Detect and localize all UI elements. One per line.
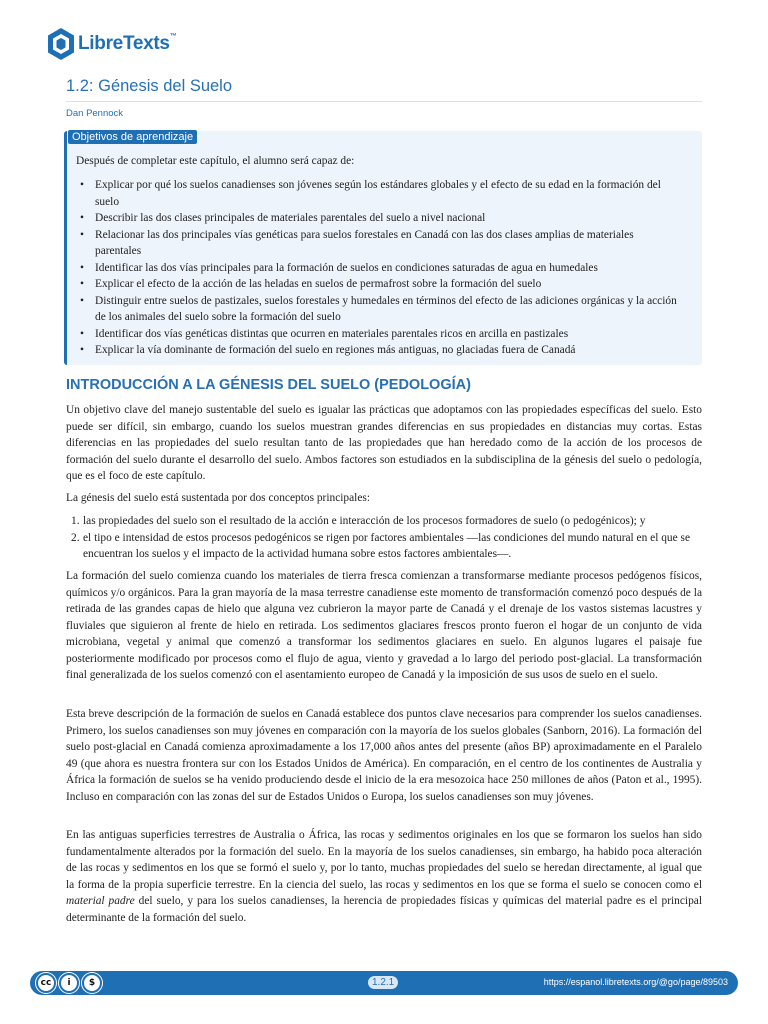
objectives-heading: Objetivos de aprendizaje bbox=[68, 130, 197, 144]
objectives-intro: Después de completar este capítulo, el alumno será capaz de: bbox=[76, 155, 355, 167]
libretexts-hex-icon bbox=[46, 27, 76, 61]
page-number: 1.2.1 bbox=[368, 976, 398, 989]
paragraph-2: La génesis del suelo está sustentada por dos conceptos principales: bbox=[66, 492, 370, 504]
objectives-list bbox=[80, 177, 680, 359]
cc-icon: cc bbox=[36, 973, 56, 993]
list-item: • Explicar el efecto de la acción de las heladas en suelos de permafrost sobre la formación del suelo bbox=[80, 276, 680, 293]
paragraph-5: En las antiguas superficies terrestres de Australia o África, las rocas y sedimentos originales en los que se formaron los suelos han sido fundamentalmente alterados por la formación del suelo. En la mayoría de los suelos canadienses, sin embargo, ha habido poca alteración de las rocas y sedimentos en los que se formó el suelo y, por lo tanto, muchas propiedades del suelo se heredan directamente, al igual que la forma de la propia superficie terrestre. En la ciencia del suelo, las rocas y sedimentos en los que se forma el suelo se conocen como el material padre del suelo, y para los suelos canadienses, la herencia de propiedades físicas y químicas del material padre es el principal determinante de la formación del suelo. bbox=[66, 829, 702, 924]
paragraph-1: Un objetivo clave del manejo sustentable del suelo es igualar las prácticas que adoptamos con las propiedades específicas del suelo. Esto puede ser difícil, sin embargo, cuando los suelos muestran grandes diferencias en sus propiedades en distancias muy cortas. Estas diferencias en las propiedades del suelo resultan tanto de las propiedades que han heredado como de la acción de los procesos de formación del suelo durante el desarrollo del suelo. Ambos factores son estudiados en la subdisciplina de la génesis del suelo o pedología, que es el foco de este capítulo. bbox=[66, 404, 702, 482]
logo-text: LibreTexts™ bbox=[78, 33, 177, 54]
list-item: • Distinguir entre suelos de pastizales, suelos forestales y humedales en términos del efecto de las adiciones orgánicas y la acción de los animales del suelo sobre la formación del suelo bbox=[80, 293, 680, 326]
list-item: • Identificar dos vías genéticas distintas que ocurren en materiales parentales ricos en arcilla en pastizales bbox=[80, 326, 680, 343]
list-item: • Explicar la vía dominante de formación del suelo en regiones más antiguas, no glaciadas fuera de Canadá bbox=[80, 342, 680, 359]
title-divider bbox=[66, 101, 702, 102]
list-item bbox=[66, 530, 702, 563]
page-title: 1.2: Génesis del Suelo bbox=[66, 77, 233, 95]
material-padre-term: material padre bbox=[66, 895, 135, 907]
libretexts-logo[interactable] bbox=[46, 27, 176, 61]
list-item: • Describir las dos clases principales de materiales parentales del suelo a nivel nacional bbox=[80, 210, 680, 227]
concepts-list bbox=[66, 513, 702, 563]
license-badge[interactable] bbox=[36, 973, 102, 993]
list-number: 1. bbox=[71, 515, 80, 527]
by-icon: i bbox=[59, 973, 79, 993]
author-link[interactable]: Dan Pennock bbox=[66, 108, 124, 119]
page-footer bbox=[30, 971, 738, 995]
list-item: • Relacionar las dos principales vías genéticas para suelos forestales en Canadá con las dos clases amplias de materiales parentales bbox=[80, 227, 680, 260]
list-text: el tipo e intensidad de estos procesos pedogénicos se rigen por factores ambientales —las condiciones del mundo natural en el que se encuentran los suelos y el impacto de la actividad humana sobre estos factores ambientales—. bbox=[83, 531, 691, 560]
nc-icon: $ bbox=[82, 973, 102, 993]
list-item: • Explicar por qué los suelos canadienses son jóvenes según los estándares globales y el efecto de su edad en la formación del suelo bbox=[80, 177, 680, 210]
list-item bbox=[66, 513, 702, 530]
section-heading: INTRODUCCIÓN A LA GÉNESIS DEL SUELO (PEDOLOGÍA) bbox=[66, 377, 471, 393]
list-item: • Identificar las dos vías principales para la formación de suelos en condiciones saturadas de agua en humedales bbox=[80, 260, 680, 277]
list-text: las propiedades del suelo son el resultado de la acción e interacción de los procesos formadores de suelo (o pedogénicos); y bbox=[83, 515, 646, 527]
paragraph-4: Esta breve descripción de la formación de suelos en Canadá establece dos puntos clave necesarios para comprender los suelos canadienses. Primero, los suelos canadienses son muy jóvenes en comparación con la mayoría de los suelos globales (Sanborn, 2016). La formación del suelo post-glacial en Canadá comienza aproximadamente a los 17,000 años antes del presente (años BP) aproximadamente en el Paralelo 49 (que ahora es nuestra frontera sur con los Estados Unidos de América). En comparación, en el centro de los continentes de Australia y África la formación de suelos se ha venido produciendo desde el inicio de la era mesozoica hace 250 millones de años (Paton et al., 1995). Incluso en comparación con las zonas del sur de Estados Unidos o Europa, los suelos canadienses son muy jóvenes. bbox=[66, 708, 702, 803]
paragraph-3: La formación del suelo comienza cuando los materiales de tierra fresca comienzan a transformarse mediante procesos pedógenos físicos, químicos y/o orgánicos. Para la gran mayoría de la masa terrestre canadiense este momento de transformación comenzó poco después de la retirada de las grandes capas de hielo que alguna vez cubrieron la mayor parte de Canadá y el drenaje de los vastos sistemas lacustres y fluviales que siguieron al frente de hielo en retirada. Los sedimentos glaciares frescos pronto fueron el hogar de un conjunto de vida microbiana, vegetal y animal que comenzó a transformar los sedimentos glaciares en suelo. En algunos lugares el paisaje fue posteriormente modificado por procesos como el flujo de agua, viento y gravedad a lo largo del periodo post-glacial. La transformación final generalizada de los suelos comenzó con el asentamiento europeo de Canadá y la imposición de sus usos de suelo en el suelo. bbox=[66, 570, 702, 681]
page-url-link[interactable]: https://espanol.libretexts.org/@go/page/89503 bbox=[543, 977, 728, 987]
list-number: 2. bbox=[71, 531, 80, 544]
